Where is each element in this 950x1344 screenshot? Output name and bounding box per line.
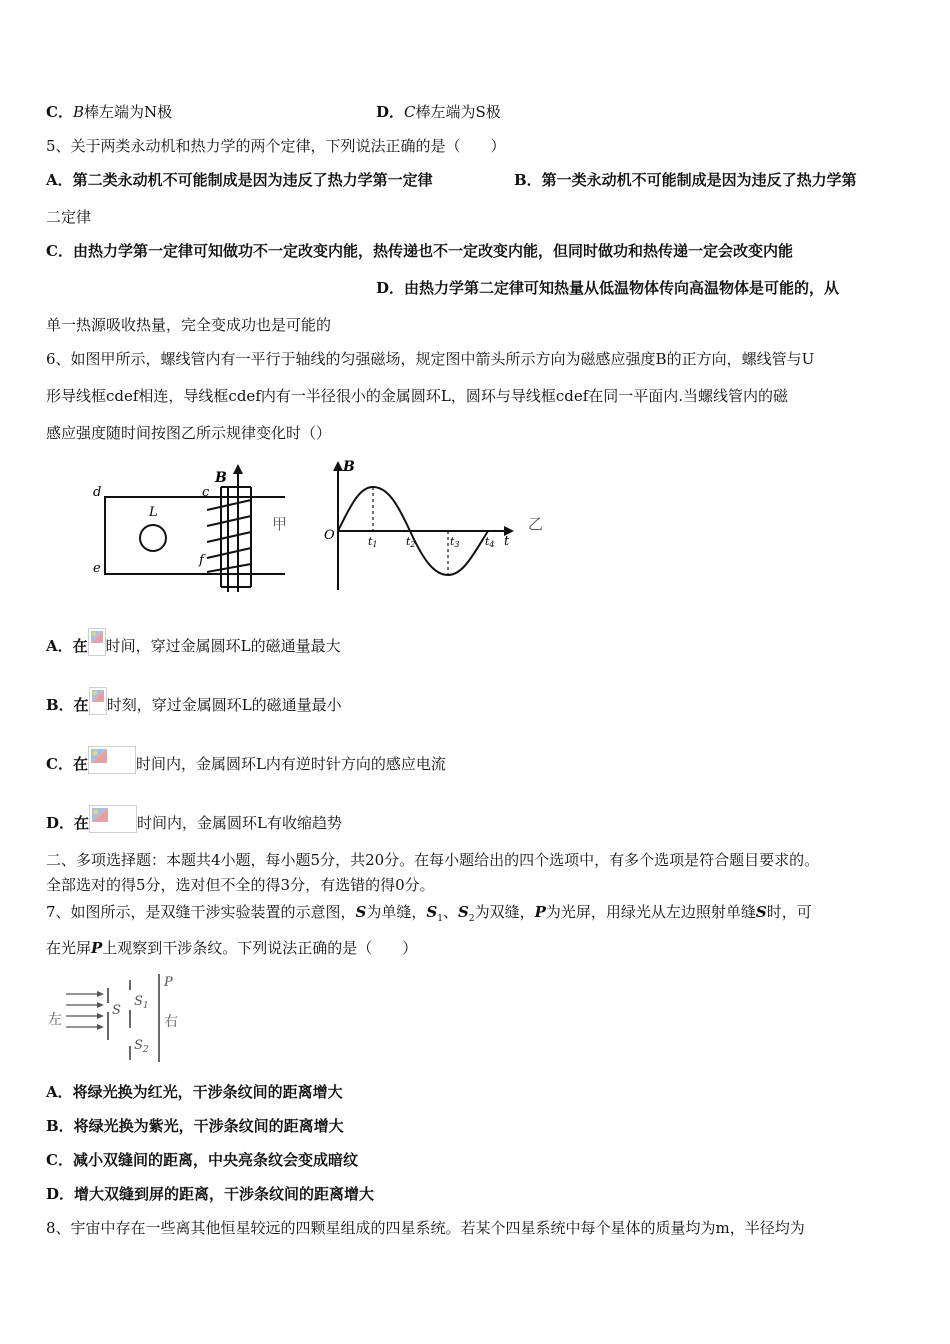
broken-image-icon — [89, 805, 137, 833]
q7-option-b: B．将绿光换为紫光，干涉条纹间的距离增大 — [46, 1117, 344, 1135]
figure-jia-caption: 甲 — [272, 515, 288, 533]
q7-option-a: A．将绿光换为红光，干涉条纹间的距离增大 — [46, 1083, 343, 1101]
label-P: P — [164, 975, 173, 990]
tick-t1: t1 — [368, 535, 378, 549]
q5-option-d-cont: 单一热源吸收热量，完全变成功也是可能的 — [46, 316, 332, 334]
option-text: 棒左端为S极 — [415, 103, 501, 121]
q5-stem: 5、关于两类永动机和热力学的两个定律，下列说法正确的是（ ） — [46, 137, 506, 155]
label-B: B — [215, 470, 227, 486]
q5-option-b-cont: 二定律 — [46, 208, 92, 226]
axis-label-B: B — [343, 459, 355, 475]
label-S: S — [112, 1003, 121, 1018]
option-label: D． — [376, 103, 405, 121]
subscript: 1 — [437, 914, 443, 924]
option-prefix: A．在 — [46, 637, 88, 655]
option-prefix: B．在 — [46, 696, 89, 714]
var-S1: S — [426, 903, 438, 921]
axis-origin-O: O — [324, 528, 335, 543]
var-S2: S — [458, 903, 469, 921]
tick-t2: t2 — [406, 535, 416, 549]
q8-stem: 8、宇宙中存在一些离其他恒星较远的四颗星组成的四星系统。若某个四星系统中每个星体的质量均为m，半径均为 — [46, 1219, 805, 1237]
q7-option-d: D．增大双缝到屏的距离，干涉条纹间的距离增大 — [46, 1185, 375, 1203]
text: 时，可 — [766, 903, 812, 921]
broken-image-icon — [88, 628, 106, 656]
section2-intro-line2: 全部选对的得5分，选对但不全的得3分，有选错的得0分。 — [46, 876, 435, 894]
axis-label-t: t — [504, 534, 510, 549]
tick-t3: t3 — [450, 535, 460, 549]
option-text: 时间内，金属圆环L有收缩趋势 — [137, 814, 342, 832]
text: 上观察到干涉条纹。下列说法正确的是（ ） — [102, 939, 418, 957]
label-d: d — [93, 485, 102, 500]
text: 7、如图所示，是双缝干涉实验装置的示意图， — [46, 903, 356, 921]
figure-yi — [318, 455, 518, 595]
broken-image-icon — [89, 687, 107, 715]
q7-stem-line2 — [46, 938, 417, 958]
label-f: f — [199, 553, 204, 568]
text: 为单缝， — [366, 903, 427, 921]
option-prefix: D．在 — [46, 814, 90, 832]
broken-image-icon — [88, 746, 136, 774]
option-prefix: C．在 — [46, 755, 88, 773]
label-c: c — [202, 485, 210, 500]
q7-stem-line1 — [46, 902, 812, 929]
q5-option-b: B．第一类永动机不可能制成是因为违反了热力学第 — [514, 171, 857, 189]
text: 为双缝， — [474, 903, 535, 921]
q6-stem-line2: 形导线框cdef相连，导线框cdef内有一半径很小的金属圆环L，圆环与导线框cdef在同一平面内.当螺线管内的磁 — [46, 387, 789, 405]
label-S1: $S_1$ — [134, 994, 149, 1011]
label-L: L — [149, 505, 158, 520]
q7-option-c: C．减小双缝间的距离，中央亮条纹会变成暗纹 — [46, 1151, 358, 1169]
figure-jia — [85, 462, 300, 597]
q6-stem-line1: 6、如图甲所示，螺线管内有一平行于轴线的匀强磁场，规定图中箭头所示方向为磁感应强度B的正方向，螺线管与U — [46, 350, 815, 368]
tick-t4: t4 — [485, 535, 495, 549]
var-S: S — [355, 903, 367, 921]
option-var: B — [72, 103, 84, 121]
label-e: e — [93, 561, 101, 576]
subscript: 2 — [468, 914, 475, 924]
q5-option-a: A．第二类永动机不可能制成是因为违反了热力学第一定律 — [46, 171, 433, 189]
q4-option-d — [376, 102, 501, 122]
label-left: 左 — [48, 1012, 62, 1028]
q4-option-c — [46, 102, 172, 122]
q6-stem-line3: 感应强度随时间按图乙所示规律变化时（） — [46, 424, 332, 442]
label-right: 右 — [164, 1014, 178, 1030]
option-text: 棒左端为Ν极 — [83, 103, 173, 121]
var-S: S — [755, 903, 767, 921]
text: 、 — [442, 903, 458, 921]
q5-option-c: C．由热力学第一定律可知做功不一定改变内能，热传递也不一定改变内能，但同时做功和热传递一定会改变内能 — [46, 242, 793, 260]
q6-option-d — [46, 805, 342, 833]
figure-double-slit — [46, 970, 196, 1062]
section2-intro-line1: 二、多项选择题：本题共4小题，每小题5分，共20分。在每小题给出的四个选项中，有多个选项是符合题目要求的。 — [46, 851, 820, 869]
q6-option-c — [46, 746, 446, 774]
option-var: C — [404, 103, 416, 121]
option-label: C． — [46, 103, 73, 121]
option-text: 时间内，金属圆环L内有逆时针方向的感应电流 — [135, 755, 446, 773]
q6-option-b — [46, 687, 342, 715]
q6-option-a — [46, 628, 341, 656]
figure-yi-caption: 乙 — [528, 515, 544, 533]
text: 在光屏 — [46, 939, 92, 957]
option-text: 时刻，穿过金属圆环L的磁通量最小 — [106, 696, 342, 714]
option-text: 时间，穿过金属圆环L的磁通量最大 — [105, 637, 341, 655]
text: 为光屏，用绿光从左边照射单缝 — [545, 903, 756, 921]
var-P: P — [91, 939, 103, 957]
var-P: P — [534, 903, 546, 921]
q5-option-d: D．由热力学第二定律可知热量从低温物体传向高温物体是可能的，从 — [376, 279, 840, 297]
label-S2: $S_2$ — [134, 1038, 149, 1055]
